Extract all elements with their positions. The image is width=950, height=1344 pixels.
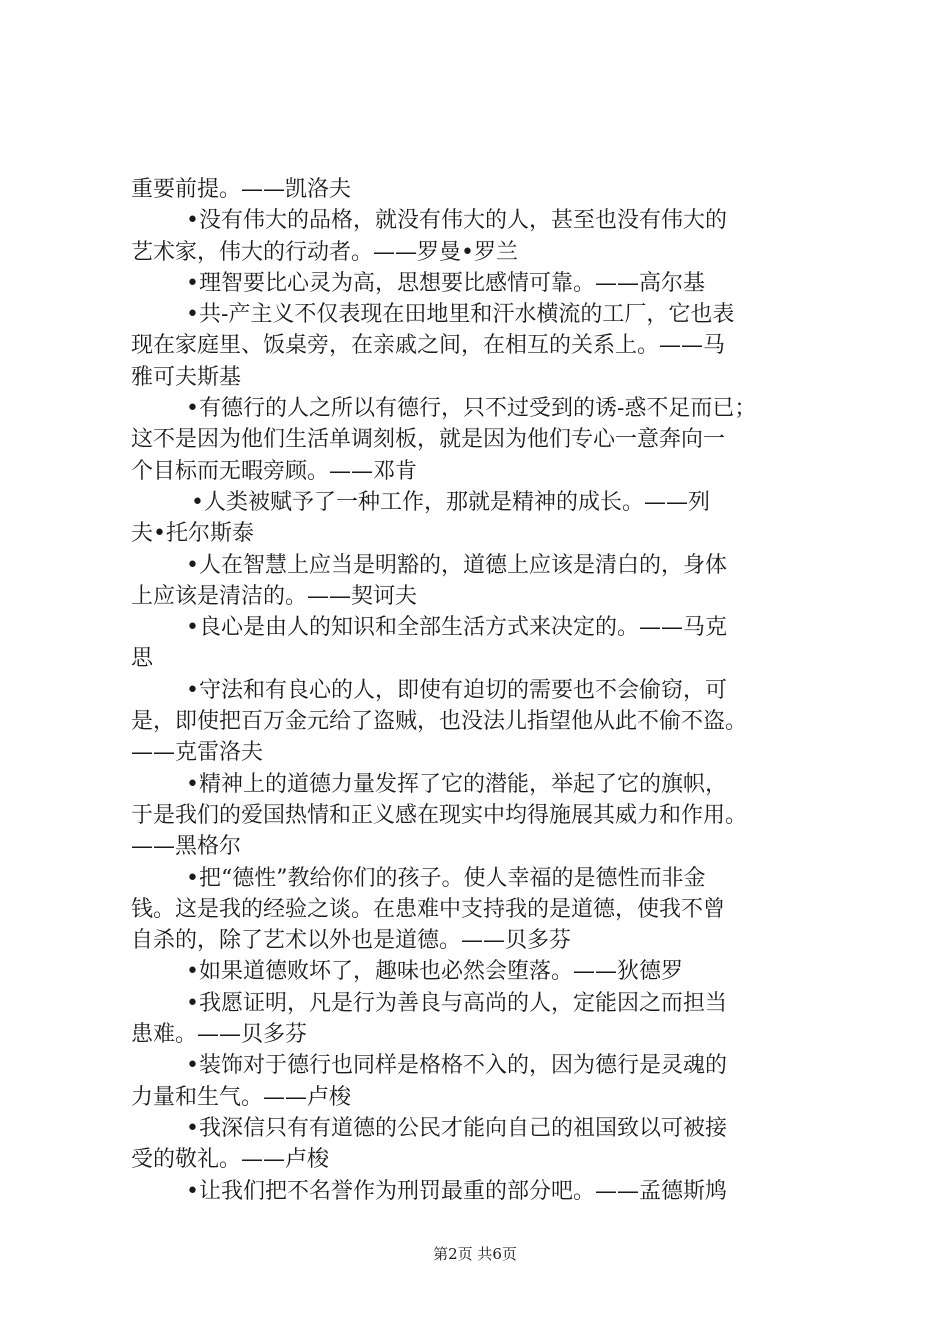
text-line: 上应该是清洁的。——契诃夫: [131, 583, 418, 609]
text-line: 个目标而无暇旁顾。——邓肯: [131, 458, 418, 484]
quote-line: •如果道德败坏了，趣味也必然会堕落。——狄德罗: [186, 959, 683, 985]
text-line: 夫•托尔斯泰: [131, 521, 254, 547]
quote-line: •理智要比心灵为高，思想要比感情可靠。——高尔基: [186, 270, 705, 296]
text-line: ——克雷洛夫: [131, 740, 264, 766]
text-line: 钱。这是我的经验之谈。在患难中支持我的是道德，使我不曾: [131, 896, 726, 922]
quote-line: •守法和有良心的人，即使有迫切的需要也不会偷窃，可: [186, 677, 727, 703]
text-line: 这不是因为他们生活单调刻板，就是因为他们专心一意奔向一: [131, 427, 726, 453]
quote-line: •我深信只有有道德的公民才能向自己的祖国致以可被接: [186, 1115, 727, 1141]
text-line: 力量和生气。——卢梭: [131, 1084, 352, 1110]
quote-line: •我愿证明，凡是行为善良与高尚的人，定能因之而担当: [186, 990, 727, 1016]
text-line: 患难。——贝多芬: [131, 1022, 308, 1048]
quote-line: •精神上的道德力量发挥了它的潜能，举起了它的旗帜，: [186, 771, 727, 797]
quote-line: •让我们把不名誉作为刑罚最重的部分吧。——孟德斯鸠: [186, 1178, 727, 1204]
text-line: ——黑格尔: [131, 834, 242, 860]
quote-line: •共-产主义不仅表现在田地里和汗水横流的工厂，它也表: [186, 302, 735, 328]
quote-line: •人类被赋予了一种工作，那就是精神的成长。——列: [191, 489, 710, 515]
text-line: 现在家庭里、饭桌旁，在亲戚之间，在相互的关系上。——马: [131, 333, 726, 359]
text-line: 受的敬礼。——卢梭: [131, 1147, 330, 1173]
quote-line: •把“德性”教给你们的孩子。使人幸福的是德性而非金: [186, 865, 706, 891]
page-number-footer: 第2页 共6页: [433, 1245, 517, 1263]
text-line: 思: [131, 646, 154, 672]
quote-line: •人在智慧上应当是明豁的，道德上应该是清白的，身体: [186, 552, 727, 578]
text-line: 雅可夫斯基: [131, 364, 242, 390]
quote-line: •装饰对于德行也同样是格格不入的，因为德行是灵魂的: [186, 1053, 727, 1079]
document-body: [131, 174, 831, 1207]
quote-line: •良心是由人的知识和全部生活方式来决定的。——马克: [186, 615, 727, 641]
quote-line: •没有伟大的品格，就没有伟大的人，甚至也没有伟大的: [186, 208, 727, 234]
text-line: 艺术家，伟大的行动者。——罗曼•罗兰: [131, 239, 518, 265]
text-line: 是，即使把百万金元给了盗贼，也没法儿指望他从此不偷不盗。: [131, 709, 748, 735]
quote-line: •有德行的人之所以有德行，只不过受到的诱-惑不足而已；: [186, 396, 757, 422]
text-line: 于是我们的爱国热情和正义感在现实中均得施展其威力和作用。: [131, 802, 748, 828]
text-line: 自杀的，除了艺术以外也是道德。——贝多芬: [131, 928, 572, 954]
text-line: 重要前提。——凯洛夫: [131, 177, 352, 202]
